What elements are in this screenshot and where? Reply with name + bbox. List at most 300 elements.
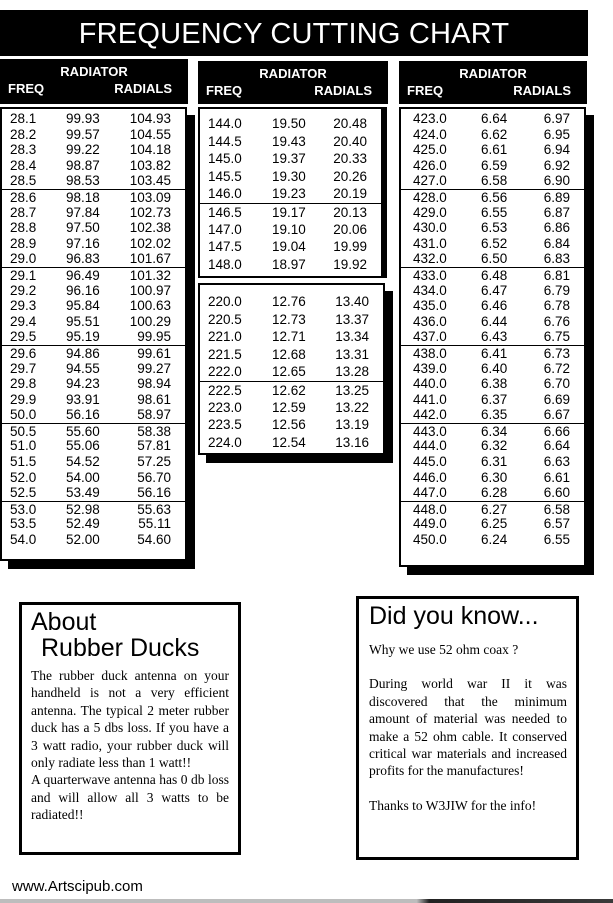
radiator-cell: 97.84 — [66, 204, 100, 220]
website-link[interactable]: www.Artscipub.com — [12, 878, 143, 895]
radiator-cell: 12.62 — [272, 382, 306, 398]
radiator-cell: 6.47 — [481, 282, 508, 298]
freq-cell: 29.1 — [10, 267, 37, 283]
radiator-cell: 12.54 — [272, 434, 306, 450]
freq-cell: 437.0 — [413, 329, 447, 345]
table-row — [401, 236, 584, 252]
table-row — [401, 205, 584, 221]
table-row — [401, 251, 584, 267]
table-row — [2, 251, 185, 267]
freq-cell: 444.0 — [413, 438, 447, 454]
radials-cell: 20.48 — [333, 116, 367, 131]
radiator-cell: 6.50 — [481, 251, 508, 267]
table-row — [401, 220, 584, 236]
radials-label: RADIALS — [513, 83, 571, 98]
table-row — [2, 485, 185, 501]
radials-cell: 6.75 — [543, 329, 570, 345]
freq-cell: 29.4 — [10, 313, 37, 329]
freq-cell: 29.0 — [10, 251, 37, 267]
radiator-cell: 96.16 — [66, 282, 100, 298]
table-body — [200, 285, 383, 451]
table-row — [200, 399, 383, 417]
radials-cell: 98.94 — [137, 376, 171, 392]
table-row — [2, 345, 185, 361]
radiator-cell: 19.17 — [272, 204, 306, 220]
freq-cell: 448.0 — [413, 501, 447, 517]
freq-cell: 145.0 — [208, 151, 242, 167]
radials-cell: 13.40 — [335, 294, 369, 309]
radials-cell: 6.73 — [543, 345, 570, 361]
freq-cell: 146.0 — [208, 186, 242, 202]
table-body — [2, 109, 185, 548]
radiator-cell: 6.37 — [481, 391, 508, 407]
table-row — [200, 434, 383, 452]
freq-cell: 436.0 — [413, 313, 447, 329]
freq-cell: 220.0 — [208, 294, 242, 309]
freq-cell: 29.8 — [10, 376, 37, 392]
freq-cell: 424.0 — [413, 126, 447, 142]
freq-cell: 220.5 — [208, 311, 242, 327]
radiator-cell: 94.55 — [66, 360, 100, 376]
radials-cell: 6.66 — [543, 423, 570, 439]
radials-cell: 6.89 — [543, 189, 570, 205]
radiator-cell: 6.38 — [481, 376, 508, 392]
table-row — [2, 205, 185, 221]
radials-cell: 6.95 — [543, 126, 570, 142]
radiator-cell: 99.22 — [66, 142, 100, 158]
radials-cell: 13.28 — [335, 364, 369, 380]
table-row — [200, 238, 381, 256]
radiator-cell: 6.32 — [481, 438, 508, 454]
table-row — [2, 127, 185, 143]
radiator-cell: 94.23 — [66, 376, 100, 392]
table-row — [2, 111, 185, 127]
freq-cell: 29.6 — [10, 345, 37, 361]
freq-cell: 445.0 — [413, 454, 447, 470]
radials-cell: 55.11 — [138, 516, 171, 532]
radials-cell: 58.97 — [137, 407, 171, 423]
freq-cell: 222.5 — [208, 382, 242, 398]
radiator-cell: 12.56 — [272, 417, 306, 433]
radiator-cell: 96.83 — [66, 251, 100, 267]
table-row — [2, 142, 185, 158]
rubber-ducks-paragraph-1: The rubber duck antenna on your handheld is not a very efficient antenna. The typical 2 meter rubber duck has a 5 dbs loss. If you have a 3 watt radio, your rubber duck will only radiate less than 1 watt!! — [31, 668, 229, 771]
radiator-cell: 6.24 — [481, 532, 508, 548]
radiator-cell: 6.27 — [481, 501, 508, 517]
radials-cell: 6.63 — [543, 454, 570, 470]
table-row — [2, 376, 185, 392]
radiator-cell: 52.98 — [66, 501, 100, 517]
radials-cell: 13.34 — [335, 329, 369, 345]
freq-cell: 50.0 — [10, 407, 37, 423]
radials-cell: 13.31 — [335, 346, 369, 362]
radials-cell: 103.09 — [129, 189, 171, 205]
table-row — [2, 532, 185, 548]
table-row — [200, 221, 381, 239]
radials-cell: 6.83 — [543, 251, 570, 267]
table-row — [401, 298, 584, 314]
radials-cell: 6.67 — [543, 407, 570, 423]
freq-cell: 144.0 — [208, 116, 242, 131]
table-row — [2, 361, 185, 377]
freq-cell: 439.0 — [413, 360, 447, 376]
radials-cell: 13.16 — [335, 434, 369, 450]
freq-cell: 52.0 — [10, 469, 37, 485]
table-row — [401, 485, 584, 501]
table-row — [200, 416, 383, 434]
table-row — [200, 168, 381, 186]
freq-label: FREQ — [206, 83, 243, 98]
freq-cell: 221.5 — [208, 346, 242, 362]
freq-cell: 28.4 — [10, 157, 37, 173]
table-row — [2, 267, 185, 283]
freq-cell: 426.0 — [413, 157, 447, 173]
table-row — [2, 329, 185, 345]
radials-cell: 20.40 — [333, 133, 367, 149]
did-you-know-thanks: Thanks to W3JIW for the info! — [369, 797, 537, 813]
table-row — [401, 392, 584, 408]
table-row — [2, 283, 185, 299]
radiator-cell: 53.49 — [66, 485, 100, 501]
radials-cell: 6.87 — [543, 204, 570, 220]
freq-cell: 146.5 — [208, 204, 242, 220]
freq-cell: 29.7 — [10, 360, 37, 376]
freq-cell: 29.9 — [10, 391, 37, 407]
radiator-cell: 12.76 — [272, 294, 306, 309]
table-row — [401, 314, 584, 330]
freq-cell: 28.8 — [10, 220, 37, 236]
table-row — [2, 423, 185, 439]
radiator-cell: 55.06 — [66, 438, 100, 454]
table-row — [200, 311, 383, 329]
table-row — [401, 438, 584, 454]
radiator-cell: 6.46 — [481, 298, 508, 314]
freq-cell: 429.0 — [413, 204, 447, 220]
freq-cell: 145.5 — [208, 168, 242, 184]
table-row — [401, 142, 584, 158]
table-row — [401, 470, 584, 486]
radiator-cell: 6.58 — [481, 173, 508, 189]
freq-cell: 51.5 — [10, 454, 37, 470]
radials-cell: 6.97 — [543, 111, 570, 126]
radials-cell: 101.32 — [129, 267, 171, 283]
radials-cell: 6.70 — [543, 376, 570, 392]
table-70cm — [399, 107, 586, 567]
radials-cell: 103.82 — [129, 157, 171, 173]
radiator-cell: 12.73 — [272, 311, 306, 327]
freq-cell: 28.5 — [10, 173, 37, 189]
radiator-cell: 6.25 — [481, 516, 508, 532]
radiator-cell: 6.52 — [481, 235, 508, 251]
radiator-cell: 6.56 — [481, 189, 508, 205]
table-row — [2, 314, 185, 330]
table-row — [2, 516, 185, 532]
radials-cell: 56.70 — [137, 469, 171, 485]
radials-cell: 102.73 — [129, 204, 171, 220]
table-row — [200, 203, 381, 221]
radials-cell: 20.19 — [333, 186, 367, 202]
table-row — [2, 438, 185, 454]
freq-cell: 53.0 — [10, 501, 37, 517]
radials-cell: 57.25 — [137, 454, 171, 470]
radials-cell: 13.22 — [335, 399, 369, 415]
radials-label: RADIALS — [114, 81, 172, 96]
freq-cell: 28.1 — [10, 111, 37, 126]
radials-cell: 101.67 — [129, 251, 171, 267]
radiator-cell: 6.48 — [481, 267, 508, 283]
radials-cell: 6.72 — [543, 360, 570, 376]
radiator-cell: 6.43 — [481, 329, 508, 345]
radials-cell: 20.33 — [333, 151, 367, 167]
freq-cell: 28.6 — [10, 189, 37, 205]
radiator-cell: 52.00 — [66, 532, 100, 548]
radiator-cell: 95.84 — [66, 298, 100, 314]
radiator-cell: 54.52 — [66, 454, 100, 470]
radiator-cell: 97.50 — [66, 220, 100, 236]
radials-cell: 58.38 — [137, 423, 171, 439]
radiator-cell: 19.50 — [272, 116, 306, 131]
radiator-cell: 94.86 — [66, 345, 100, 361]
table-row — [401, 361, 584, 377]
table-row — [200, 115, 381, 133]
freq-cell: 221.0 — [208, 329, 242, 345]
radials-cell: 99.95 — [137, 329, 171, 345]
table-row — [2, 454, 185, 470]
freq-cell: 222.0 — [208, 364, 242, 380]
radials-cell: 99.27 — [137, 360, 171, 376]
freq-cell: 450.0 — [413, 532, 447, 548]
radials-cell: 6.84 — [543, 235, 570, 251]
table-body — [200, 109, 381, 273]
radiator-cell: 99.57 — [66, 126, 100, 142]
radiator-cell: 55.60 — [66, 423, 100, 439]
radiator-cell: 6.44 — [481, 313, 508, 329]
freq-cell: 52.5 — [10, 485, 37, 501]
radials-cell: 19.99 — [333, 239, 367, 255]
freq-cell: 442.0 — [413, 407, 447, 423]
rubber-ducks-paragraph-2: A quarterwave antenna has 0 db loss and will allow all 3 watts to be radiated!! — [31, 772, 229, 823]
freq-cell: 449.0 — [413, 516, 447, 532]
radials-cell: 6.81 — [543, 267, 570, 283]
table-row — [2, 407, 185, 423]
radials-label: RADIALS — [314, 83, 372, 98]
freq-cell: 29.5 — [10, 329, 37, 345]
table-row — [401, 329, 584, 345]
radials-cell: 104.93 — [129, 111, 171, 126]
table-row — [401, 516, 584, 532]
table-row — [401, 532, 584, 548]
radials-cell: 20.26 — [333, 168, 367, 184]
radiator-cell: 6.40 — [481, 360, 508, 376]
freq-cell: 53.5 — [10, 516, 37, 532]
bottom-edge — [0, 899, 613, 903]
radials-cell: 20.06 — [333, 221, 367, 237]
table-row — [401, 423, 584, 439]
radiator-cell: 6.53 — [481, 220, 508, 236]
radials-cell: 100.29 — [129, 313, 171, 329]
freq-cell: 433.0 — [413, 267, 447, 283]
table-2m — [198, 107, 387, 278]
freq-cell: 50.5 — [10, 423, 37, 439]
table-row — [401, 407, 584, 423]
table-row — [200, 363, 383, 381]
freq-cell: 147.5 — [208, 239, 242, 255]
radiator-cell: 56.16 — [66, 407, 100, 423]
table-row — [401, 345, 584, 361]
did-you-know-paragraph: During world war II it was discovered that the minimum amount of material was needed to make a 52 ohm cable. It conserved critical war materials and increased profits for the manufactures! — [369, 676, 567, 779]
table-row — [401, 454, 584, 470]
table-row — [401, 283, 584, 299]
freq-cell: 443.0 — [413, 423, 447, 439]
column-1-header — [0, 59, 188, 104]
table-row — [2, 298, 185, 314]
freq-cell: 224.0 — [208, 434, 242, 450]
table-1-25m — [198, 283, 385, 455]
radiator-cell: 12.65 — [272, 364, 306, 380]
table-row — [401, 173, 584, 189]
table-row — [401, 501, 584, 517]
table-row — [200, 381, 383, 399]
freq-cell: 441.0 — [413, 391, 447, 407]
table-row — [401, 158, 584, 174]
radiator-cell: 6.34 — [481, 423, 508, 439]
freq-cell: 447.0 — [413, 485, 447, 501]
table-row — [401, 189, 584, 205]
table-row — [200, 346, 383, 364]
radials-cell: 6.79 — [543, 282, 570, 298]
table-row — [401, 376, 584, 392]
freq-cell: 51.0 — [10, 438, 37, 454]
did-you-know-box — [356, 596, 579, 860]
radiator-cell: 19.30 — [272, 168, 306, 184]
radiator-cell: 19.23 — [272, 186, 306, 202]
radiator-cell: 54.00 — [66, 469, 100, 485]
freq-cell: 428.0 — [413, 189, 447, 205]
radials-cell: 13.19 — [335, 417, 369, 433]
freq-label: FREQ — [8, 81, 45, 96]
radiator-cell: 19.10 — [272, 221, 306, 237]
radials-cell: 100.63 — [129, 298, 171, 314]
freq-label: FREQ — [407, 83, 444, 98]
freq-cell: 434.0 — [413, 282, 447, 298]
radiator-cell: 12.68 — [272, 346, 306, 362]
radiator-cell: 6.61 — [481, 142, 508, 158]
freq-cell: 223.0 — [208, 399, 242, 415]
radiator-cell: 12.71 — [272, 329, 306, 345]
radiator-cell: 19.04 — [272, 239, 306, 255]
radials-cell: 6.86 — [543, 220, 570, 236]
table-row — [2, 236, 185, 252]
radiator-cell: 18.97 — [272, 256, 306, 272]
table-row — [2, 158, 185, 174]
radiator-cell: 6.62 — [481, 126, 508, 142]
radials-cell: 6.90 — [543, 173, 570, 189]
radiator-cell: 6.64 — [481, 111, 508, 126]
radiator-cell: 99.93 — [66, 111, 100, 126]
table-row — [401, 111, 584, 127]
radials-cell: 6.92 — [543, 157, 570, 173]
table-row — [2, 501, 185, 517]
did-you-know-title: Did you know... — [369, 602, 539, 630]
radials-cell: 98.61 — [137, 391, 171, 407]
rubber-ducks-box — [19, 602, 241, 855]
radials-cell: 54.60 — [137, 532, 171, 548]
freq-cell: 54.0 — [10, 532, 37, 548]
radials-cell: 104.55 — [129, 126, 171, 142]
radials-cell: 102.02 — [129, 235, 171, 251]
radials-cell: 104.18 — [129, 142, 171, 158]
table-row — [200, 133, 381, 151]
freq-cell: 438.0 — [413, 345, 447, 361]
radiator-cell: 98.87 — [66, 157, 100, 173]
radials-cell: 6.57 — [543, 516, 570, 532]
freq-cell: 223.5 — [208, 417, 242, 433]
rubber-ducks-title-line2: Rubber Ducks — [41, 634, 200, 662]
radiator-cell: 19.43 — [272, 133, 306, 149]
freq-cell: 28.7 — [10, 204, 37, 220]
freq-cell: 423.0 — [413, 111, 447, 126]
radiator-cell: 96.49 — [66, 267, 100, 283]
freq-cell: 432.0 — [413, 251, 447, 267]
table-row — [200, 150, 381, 168]
radials-cell: 6.76 — [543, 313, 570, 329]
radials-cell: 100.97 — [129, 282, 171, 298]
freq-cell: 148.0 — [208, 256, 242, 272]
table-row — [2, 220, 185, 236]
radiator-cell: 97.16 — [66, 235, 100, 251]
radiator-cell: 6.55 — [481, 204, 508, 220]
radials-cell: 103.45 — [129, 173, 171, 189]
table-row — [2, 189, 185, 205]
radials-cell: 6.94 — [543, 142, 570, 158]
freq-cell: 430.0 — [413, 220, 447, 236]
table-row — [2, 470, 185, 486]
table-row — [200, 256, 381, 274]
radials-cell: 13.25 — [335, 382, 369, 398]
freq-cell: 28.9 — [10, 235, 37, 251]
freq-cell: 144.5 — [208, 133, 242, 149]
radiator-cell: 19.37 — [272, 151, 306, 167]
freq-cell: 425.0 — [413, 142, 447, 158]
radiator-cell: 52.49 — [66, 516, 100, 532]
radiator-cell: 93.91 — [66, 391, 100, 407]
table-row — [401, 127, 584, 143]
freq-cell: 28.2 — [10, 126, 37, 142]
radials-cell: 19.92 — [333, 256, 367, 272]
table-row — [2, 392, 185, 408]
table-hf-6m — [0, 107, 187, 561]
radiator-cell: 98.18 — [66, 189, 100, 205]
radials-cell: 20.13 — [333, 204, 367, 220]
freq-cell: 440.0 — [413, 376, 447, 392]
rubber-ducks-title-line1: About — [31, 608, 97, 636]
radiator-cell: 6.30 — [481, 469, 508, 485]
radiator-cell: 6.28 — [481, 485, 508, 501]
table-row — [200, 328, 383, 346]
radiator-label: RADIATOR — [459, 66, 527, 81]
radials-cell: 56.16 — [137, 485, 171, 501]
radials-cell: 55.63 — [137, 501, 171, 517]
radiator-cell: 12.59 — [272, 399, 306, 415]
radiator-cell: 6.31 — [481, 454, 508, 470]
freq-cell: 446.0 — [413, 469, 447, 485]
radials-cell: 6.69 — [543, 391, 570, 407]
table-row — [401, 267, 584, 283]
table-row — [2, 173, 185, 189]
radials-cell: 6.60 — [543, 485, 570, 501]
did-you-know-question: Why we use 52 ohm coax ? — [369, 642, 519, 657]
radials-cell: 6.61 — [543, 469, 570, 485]
